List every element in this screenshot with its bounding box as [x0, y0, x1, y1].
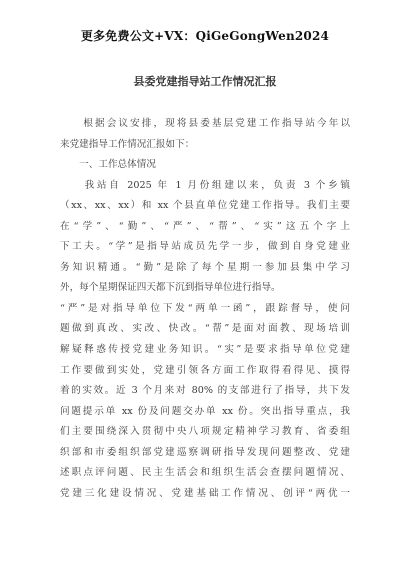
body-line: 问题提示单 xx 份及问题交办单 xx 份。突出指导重点，我 — [60, 405, 350, 417]
body-line: 一、工作总体情况 — [60, 159, 156, 171]
promo-banner: 更多免费公文+VX：QiGeGongWen2024 — [80, 29, 330, 43]
body-line: 题做到真改、实改、快改。“帮”是面对面教、现场培训 — [60, 323, 350, 335]
body-line: 来党建指导工作情况汇报如下： — [60, 138, 195, 150]
document-title: 县委党建指导站工作情况汇报 — [133, 75, 277, 88]
body-line: 织部和市委组织部党建巡察调研指导发现问题整改、党建 — [60, 446, 350, 458]
body-line: （xx、xx、xx）和 xx 个县直单位党建工作指导。我们主要 — [60, 200, 350, 212]
body-line: 党建三化建设情况、党建基础工作情况、创评“两优一 — [60, 487, 350, 499]
document-body — [60, 114, 350, 504]
body-line: 着的实效。近 3 个月来对 80% 的支部进行了指导，共下发 — [60, 385, 350, 397]
body-line: 在“学”、“勤”、“严”、“帮”、“实”这五个字上 — [60, 220, 350, 232]
body-line: 我站自 2025 年 1 月份组建以来，负责 3 个乡镇 — [60, 179, 350, 191]
body-line: 解疑释惑传授党建业务知识。“实”是要求指导单位党建 — [60, 344, 350, 356]
body-line: 们主要围绕深入贯彻中央八项规定精神学习教育、省委组 — [60, 426, 350, 438]
body-line: 外，每个星期保证四天都下沉到指导单位进行指导。 — [60, 282, 281, 294]
body-line: 下工夫。“学”是指导站成员先学一步，做到自身党建业 — [60, 241, 350, 253]
body-line: 务知识精通。“勤”是除了每个星期一参加县集中学习 — [60, 261, 350, 273]
body-line: 述职点评问题、民主生活会和组织生活会查摆问题情况、 — [60, 467, 350, 479]
body-line: “严”是对指导单位下发“两单一函”，跟踪督导，使问 — [60, 302, 350, 314]
body-line: 工作要做到实处，党建引领各方面工作取得看得见、摸得 — [60, 364, 350, 376]
body-line: 根据会议安排，现将县委基层党建工作指导站今年以 — [60, 118, 350, 129]
